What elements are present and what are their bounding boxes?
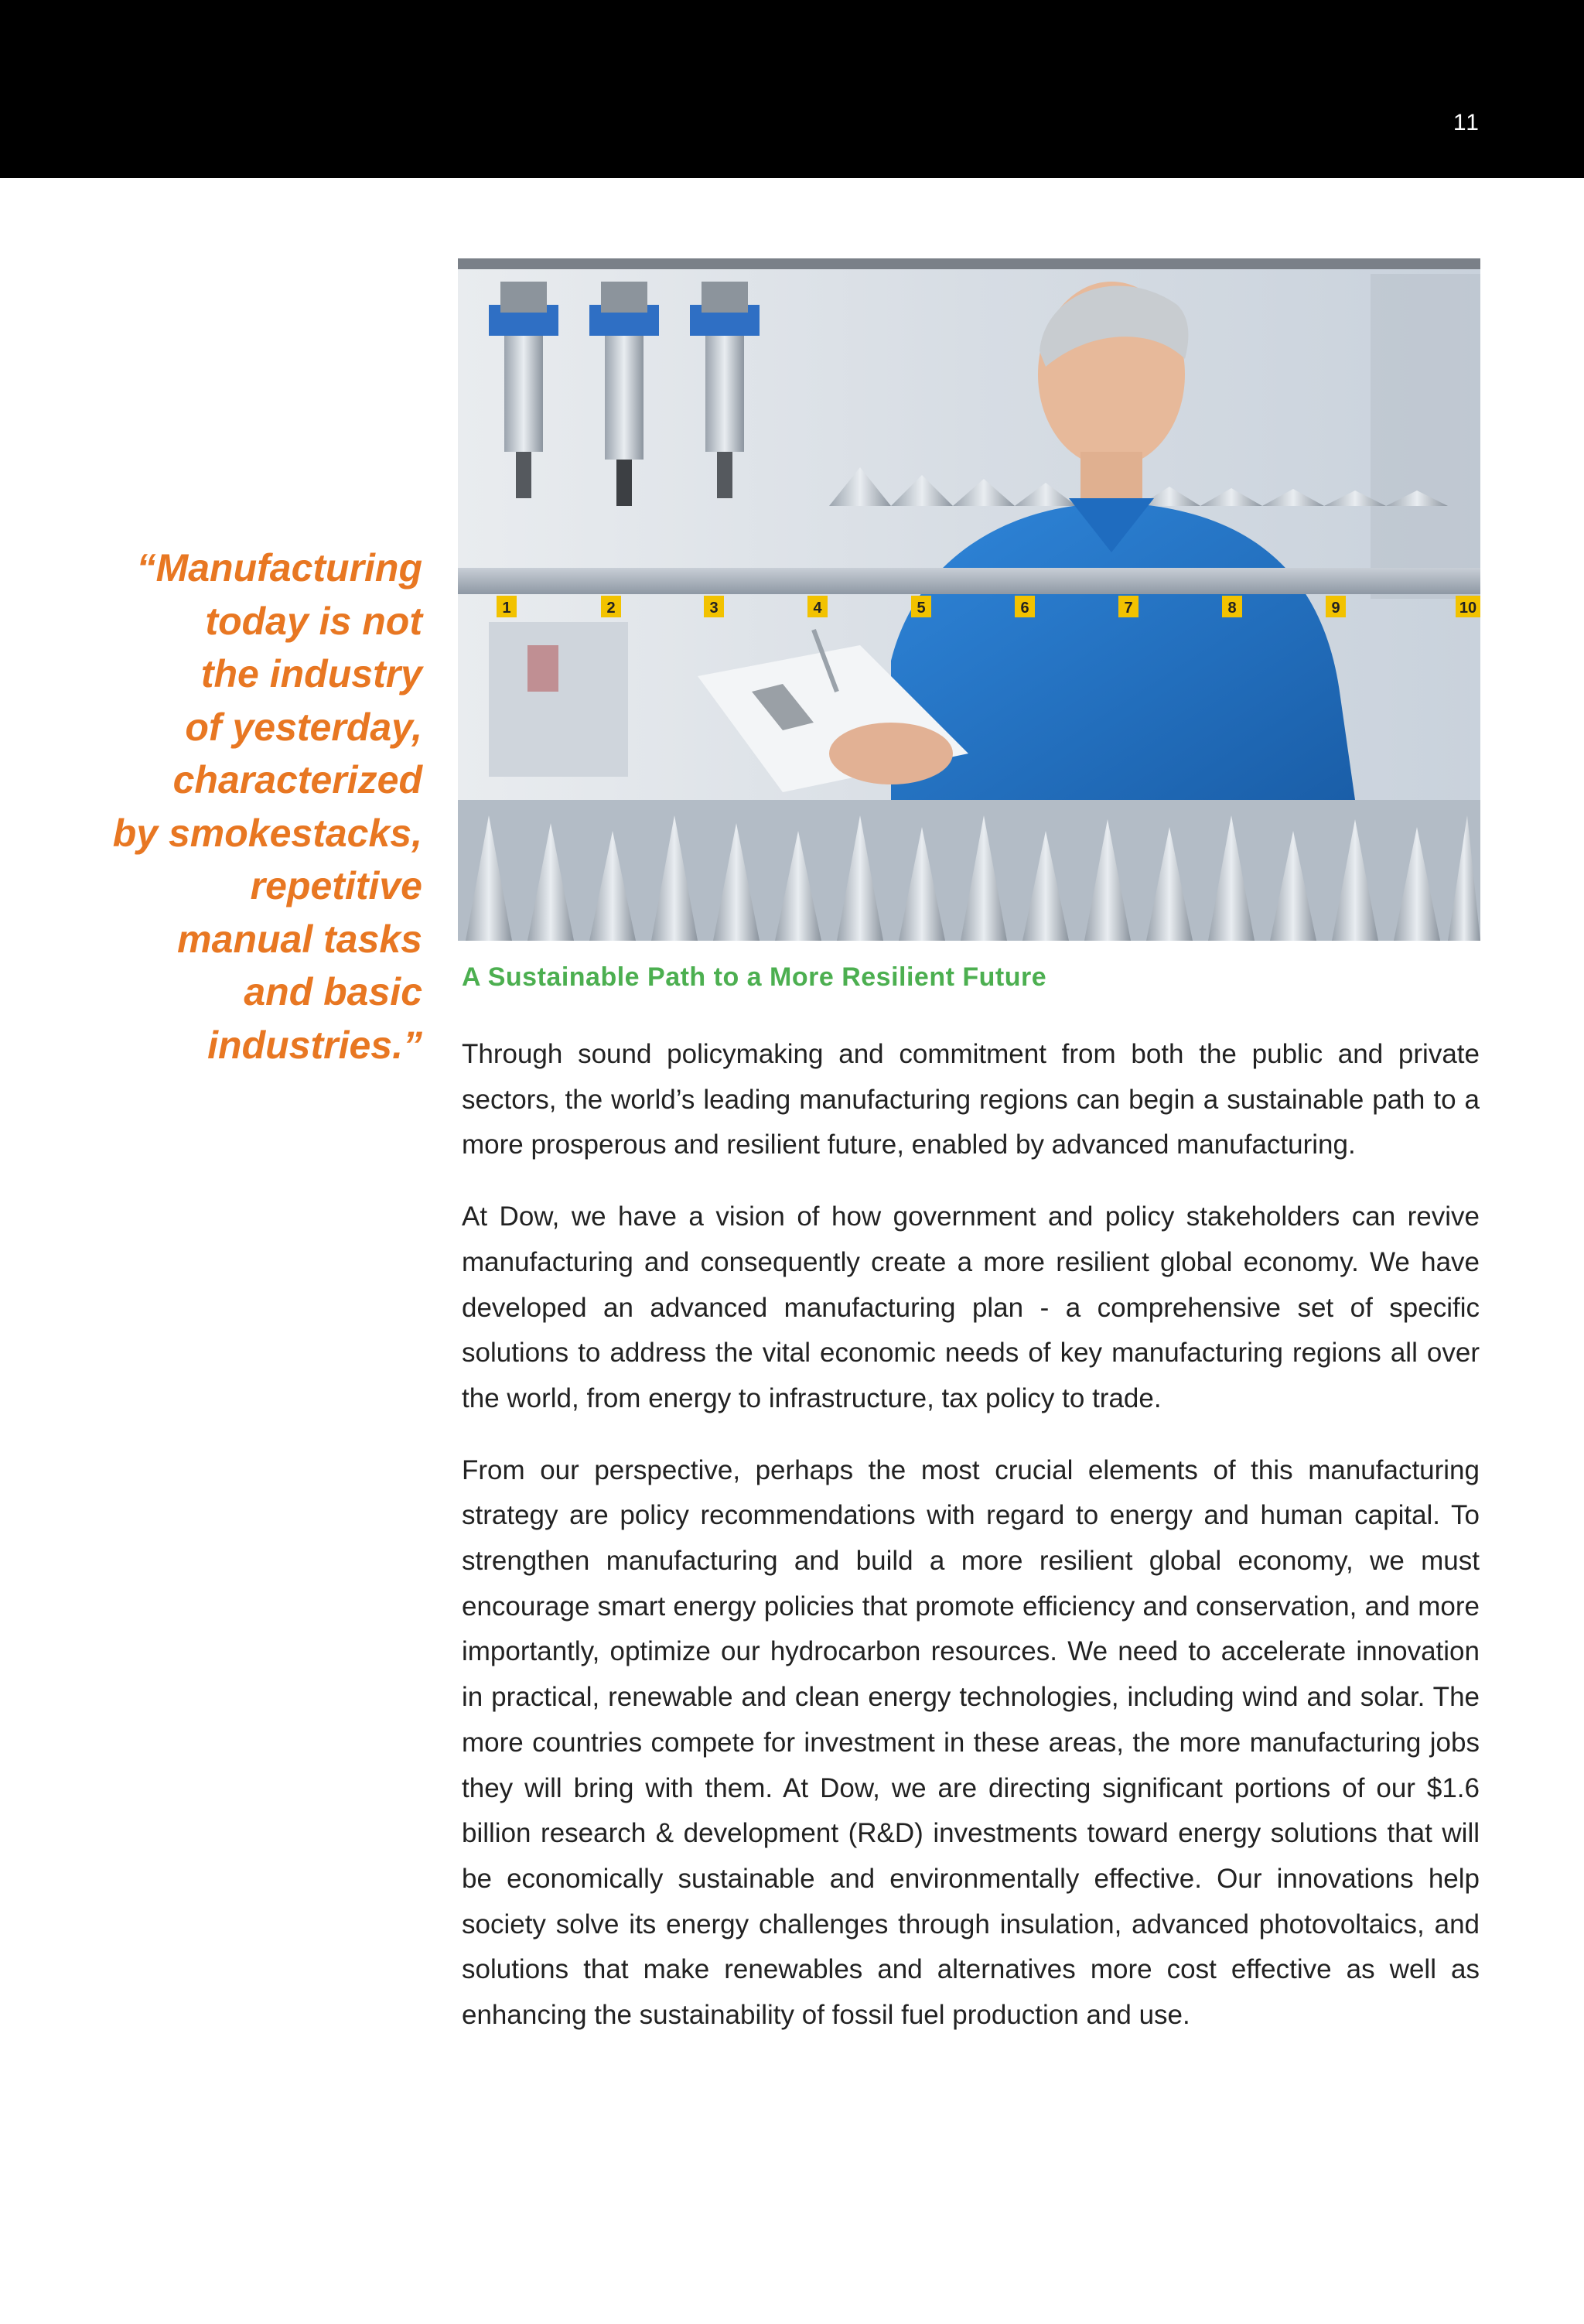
body-paragraph: At Dow, we have a vision of how government and policy stakeholders can revive manufacturing and consequently create a more resilient global economy. We have developed an advanced manufacturing plan - a comprehensive set of specific solutions to address the vital economic needs of key manufacturing regions all over the world, from energy to infrastructure, tax policy to trade. — [462, 1201, 1480, 1413]
bin-label: 5 — [917, 600, 926, 617]
bin-label: 7 — [1124, 600, 1133, 617]
bin-label: 3 — [709, 600, 719, 617]
bin-label: 6 — [1020, 600, 1029, 617]
body-paragraph: Through sound policymaking and commitment from both the public and private sectors, the world’s leading manufacturing regions can begin a sustainable path to a more prosperous and resilient future, enabled by advanced manufacturing. — [462, 1039, 1480, 1160]
pull-quote — [85, 542, 422, 1071]
pull-quote-line: the industry — [200, 652, 422, 695]
shelf-rail — [458, 568, 1480, 594]
bin-label: 9 — [1331, 600, 1340, 617]
pull-quote-line: manual tasks — [177, 917, 422, 961]
bin-label: 4 — [813, 600, 822, 617]
article-body — [462, 1032, 1480, 2065]
pull-quote-line: repetitive — [250, 864, 422, 907]
body-paragraph: From our perspective, perhaps the most crucial elements of this manufacturing strategy are policy recommendations with regard to energy and human capital. To strengthen manufacturing and build a more resilient global economy, we must encourage smart energy policies that promote efficiency and conservation, and more importantly, optimize our hydrocarbon resources. We need to accelerate innovation in practical, renewable and clean energy technologies, including wind and solar. The more countries compete for investment in these areas, the more manufacturing jobs they will bring with them. At Dow, we are directing significant portions of our $1.6 billion research & development (R&D) investments toward energy solutions that will be economically sustainable and environmentally effective. Our innovations help society solve its energy challenges through insulation, advanced photovoltaics, and solutions that make renewables and alternatives more cost effective as well as enhancing the sustainability of fossil fuel production and use. — [462, 1454, 1480, 2031]
pull-quote-line: today is not — [205, 599, 422, 643]
bin-label: 8 — [1227, 600, 1237, 617]
pull-quote-line: “Manufacturing — [136, 546, 422, 590]
bin-label: 1 — [502, 600, 511, 617]
bin-label: 10 — [1459, 600, 1477, 617]
bin-label: 2 — [606, 600, 616, 617]
factory-worker-photo — [458, 258, 1480, 941]
machine-heads — [489, 282, 760, 506]
pull-quote-line: industries.” — [207, 1023, 422, 1067]
page-number: 11 — [1453, 110, 1480, 135]
factory-worker-illustration — [458, 258, 1480, 941]
lower-tool-rack — [458, 800, 1480, 941]
pull-quote-line: characterized — [172, 758, 422, 801]
page-header-bar — [0, 0, 1584, 178]
section-heading: A Sustainable Path to a More Resilient Future — [462, 962, 1047, 992]
pull-quote-line: of yesterday, — [185, 705, 422, 749]
pull-quote-line: and basic — [244, 970, 422, 1013]
pull-quote-line: by smokestacks, — [112, 811, 422, 855]
